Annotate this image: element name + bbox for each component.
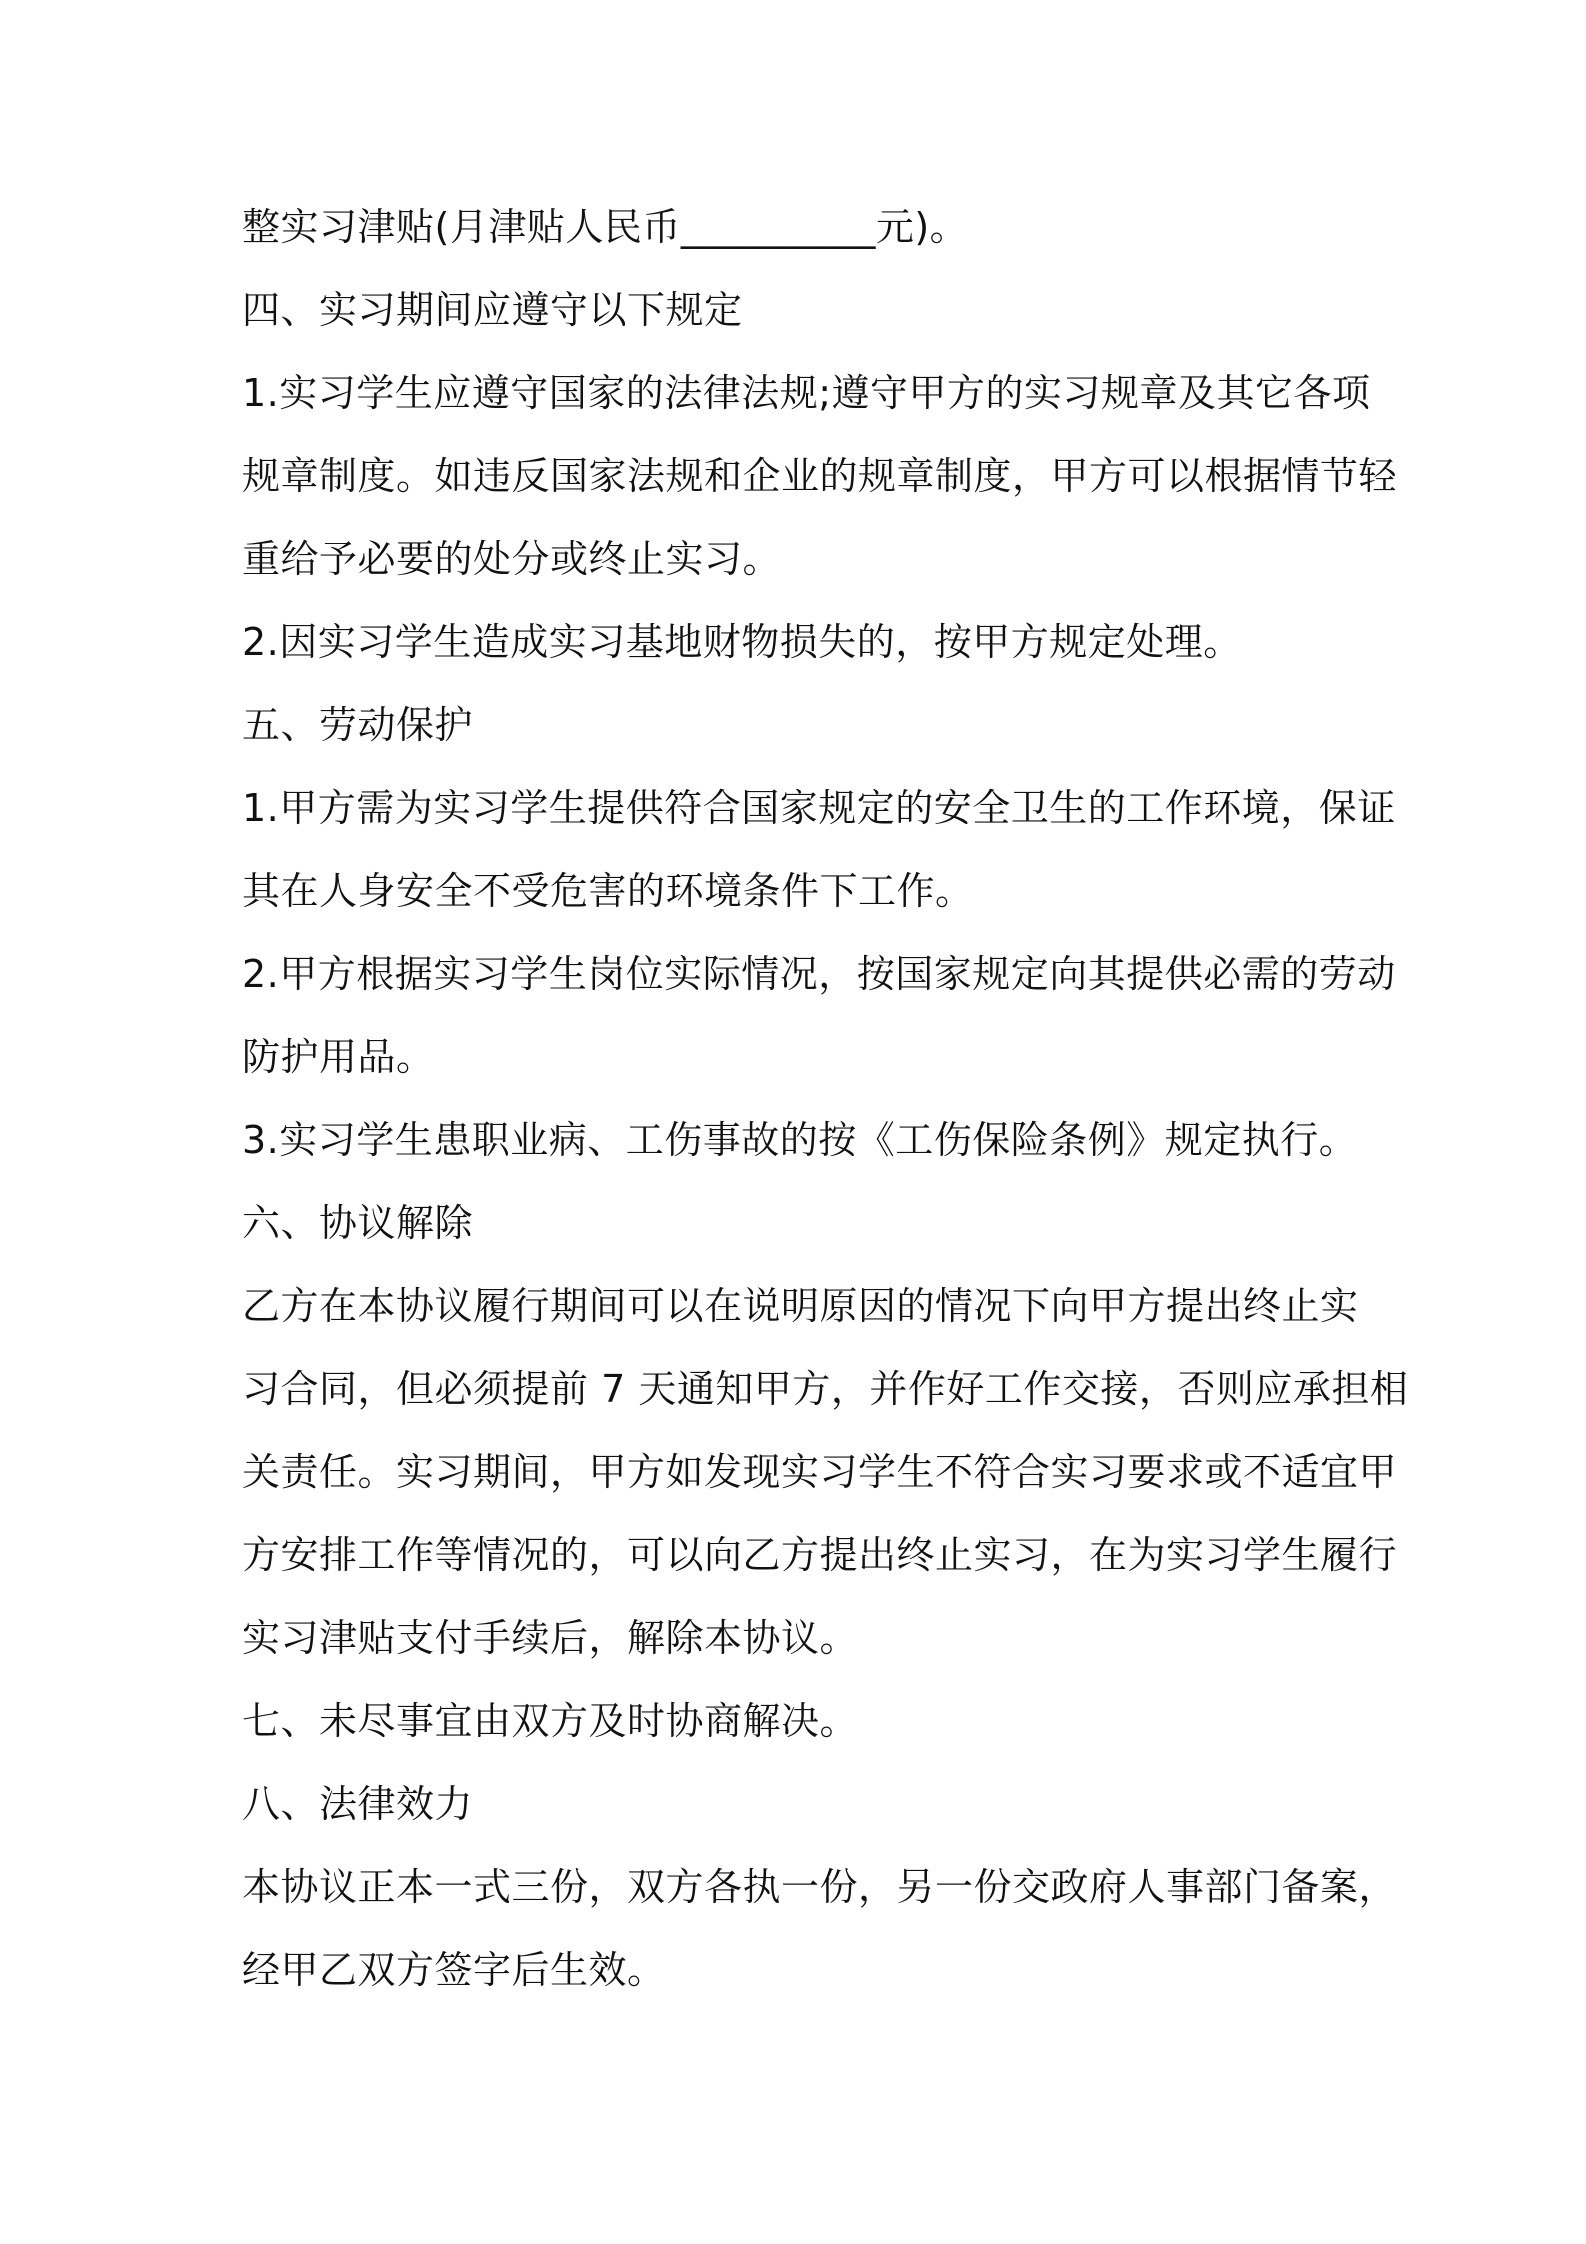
doc-line: 1.甲方需为实习学生提供符合国家规定的安全卫生的工作环境，保证 (242, 786, 1396, 830)
doc-line: 重给予必要的处分或终止实习。 (242, 537, 782, 581)
doc-line: 整实习津贴(月津贴人民币__________元)。 (242, 205, 969, 249)
doc-line: 方安排工作等情况的，可以向乙方提出终止实习，在为实习学生履行 (242, 1533, 1398, 1577)
doc-line: 本协议正本一式三份，双方各执一份，另一份交政府人事部门备案， (242, 1865, 1398, 1909)
section-heading: 八、法律效力 (242, 1782, 474, 1826)
doc-line: 1.实习学生应遵守国家的法律法规;遵守甲方的实习规章及其它各项 (242, 371, 1371, 415)
doc-line: 3.实习学生患职业病、工伤事故的按《工伤保险条例》规定执行。 (242, 1118, 1358, 1162)
doc-line: 关责任。实习期间，甲方如发现实习学生不符合实习要求或不适宜甲 (242, 1450, 1398, 1494)
doc-line: 2.因实习学生造成实习基地财物损失的，按甲方规定处理。 (242, 620, 1242, 664)
doc-line: 乙方在本协议履行期间可以在说明原因的情况下向甲方提出终止实 (242, 1284, 1359, 1328)
doc-line: 习合同，但必须提前 7 天通知甲方，并作好工作交接，否则应承担相 (242, 1367, 1409, 1411)
section-heading: 六、协议解除 (242, 1201, 474, 1245)
section-heading: 五、劳动保护 (242, 703, 474, 747)
doc-line: 2.甲方根据实习学生岗位实际情况，按国家规定向其提供必需的劳动 (242, 952, 1396, 996)
doc-line: 规章制度。如违反国家法规和企业的规章制度，甲方可以根据情节轻 (242, 454, 1398, 498)
section-heading: 七、未尽事宜由双方及时协商解决。 (242, 1699, 859, 1743)
doc-line: 经甲乙双方签字后生效。 (242, 1948, 666, 1992)
doc-line: 防护用品。 (242, 1035, 435, 1079)
doc-line: 其在人身安全不受危害的环境条件下工作。 (242, 869, 974, 913)
doc-line: 实习津贴支付手续后，解除本协议。 (242, 1616, 859, 1660)
section-heading: 四、实习期间应遵守以下规定 (242, 288, 743, 332)
